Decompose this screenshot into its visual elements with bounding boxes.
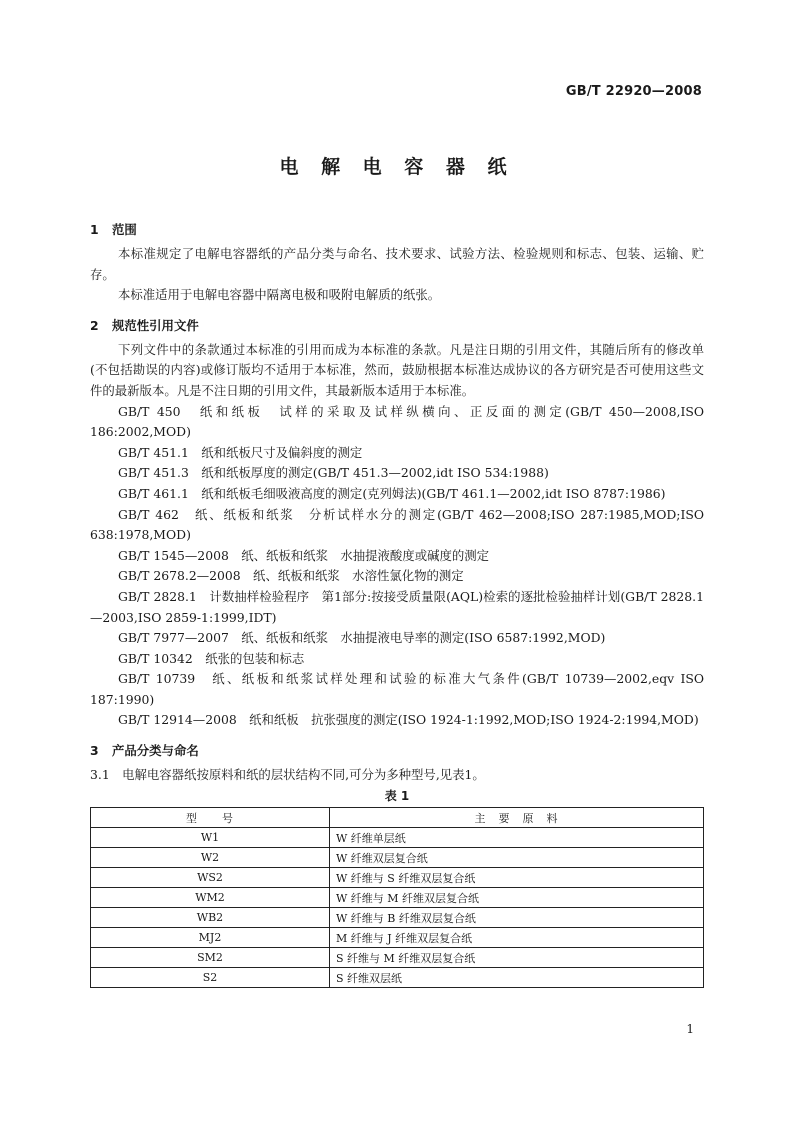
- material-cell: S 纤维双层纸: [330, 968, 704, 988]
- clause-3-1-number: 3.1: [90, 767, 110, 783]
- table-row: [91, 968, 704, 988]
- scope-paragraph-2: 本标准适用于电解电容器中隔离电极和吸附电解质的纸张。: [118, 287, 441, 303]
- section-1-number: 1: [90, 222, 99, 237]
- table-row: [91, 868, 704, 888]
- reference-item: GB/T 451.3 纸和纸板厚度的测定(GB/T 451.3—2002,idt ISO 534:1988): [118, 465, 549, 481]
- reference-item: GB/T 10342 纸张的包装和标志: [118, 650, 305, 666]
- table-row: [91, 888, 704, 908]
- material-cell: M 纤维与 J 纤维双层复合纸: [330, 928, 704, 948]
- column-header-material: 主 要 原 料: [330, 808, 704, 828]
- model-cell: WS2: [91, 868, 330, 888]
- reference-item: GB/T 451.1 纸和纸板尺寸及偏斜度的测定: [118, 444, 363, 460]
- reference-item: GB/T 461.1 纸和纸板毛细吸液高度的测定(克列姆法)(GB/T 461.1—2002,idt ISO 8787:1986): [118, 485, 666, 501]
- reference-item: GB/T 1545—2008 纸、纸板和纸浆 水抽提液酸度或碱度的测定: [118, 547, 490, 563]
- table-row: [91, 928, 704, 948]
- section-3-title: 产品分类与命名: [112, 743, 199, 759]
- material-cell: W 纤维与 M 纤维双层复合纸: [330, 888, 704, 908]
- model-cell: W1: [91, 828, 330, 848]
- section-2-title: 规范性引用文件: [112, 317, 199, 333]
- scope-paragraph-1: 本标准规定了电解电容器纸的产品分类与命名、技术要求、试验方法、检验规则和标志、包装、运输、贮存。: [90, 246, 704, 282]
- page-number: 1: [686, 1022, 694, 1036]
- material-cell: S 纤维与 M 纤维双层复合纸: [330, 948, 704, 968]
- section-2-number: 2: [90, 317, 99, 333]
- section-1-title: 范围: [112, 222, 137, 237]
- material-cell: W 纤维单层纸: [330, 828, 704, 848]
- references-intro: 下列文件中的条款通过本标准的引用而成为本标准的条款。凡是注日期的引用文件，其随后所有的修改单(不包括勘误的内容)或修订版均不适用于本标准，然而，鼓励根据本标准达成协议的各方研究是否可使用这些文件的最新版本。凡是不注日期的引用文件，其最新版本适用于本标准。: [90, 341, 704, 398]
- table-row: [91, 908, 704, 928]
- standard-number: GB/T 22920—2008: [565, 84, 702, 99]
- model-cell: W2: [91, 848, 330, 868]
- reference-item: GB/T 10739 纸、纸板和纸浆试样处理和试验的标准大气条件(GB/T 10739—2002,eqv ISO 187:1990): [90, 671, 704, 707]
- table-row: [91, 948, 704, 968]
- model-cell: MJ2: [91, 928, 330, 948]
- clause-3-1: [90, 765, 704, 785]
- table-row: [91, 828, 704, 848]
- section-3-number: 3: [90, 743, 99, 759]
- reference-item: GB/T 450 纸和纸板 试样的采取及试样纵横向、正反面的测定(GB/T 450—2008,ISO 186:2002,MOD): [90, 403, 704, 440]
- model-cell: WB2: [91, 908, 330, 928]
- reference-item: GB/T 2828.1 计数抽样检验程序 第1部分:按接受质量限(AQL)检索的逐批检验抽样计划(GB/T 2828.1—2003,ISO 2859-1:1999,IDT): [90, 588, 704, 625]
- section-2-heading: [90, 316, 704, 336]
- reference-item: GB/T 462 纸、纸板和纸浆 分析试样水分的测定(GB/T 462—2008;ISO 287:1985,MOD;ISO 638:1978,MOD): [90, 506, 704, 543]
- clause-3-1-text: 电解电容器纸按原料和纸的层状结构不同,可分为多种型号,见表1。: [122, 767, 485, 783]
- model-cell: WM2: [91, 888, 330, 908]
- table-1-caption: 表 1: [384, 789, 410, 804]
- material-cell: W 纤维与 B 纤维双层复合纸: [330, 908, 704, 928]
- section-1-heading: [90, 220, 704, 240]
- material-cell: W 纤维双层复合纸: [330, 848, 704, 868]
- document-title: 电 解 电 容 器 纸: [279, 156, 515, 178]
- reference-item: GB/T 2678.2—2008 纸、纸板和纸浆 水溶性氯化物的测定: [118, 568, 464, 584]
- model-cell: S2: [91, 968, 330, 988]
- section-3-heading: [90, 741, 704, 761]
- column-header-model: 型 号: [91, 808, 330, 828]
- document-body: [90, 220, 704, 988]
- table-row: [91, 848, 704, 868]
- table-header-row: [91, 808, 704, 828]
- reference-item: GB/T 12914—2008 纸和纸板 抗张强度的测定(ISO 1924-1:1992,MOD;ISO 1924-2:1994,MOD): [118, 712, 699, 728]
- model-cell: SM2: [91, 948, 330, 968]
- table-1: [90, 807, 704, 988]
- material-cell: W 纤维与 S 纤维双层复合纸: [330, 868, 704, 888]
- reference-item: GB/T 7977—2007 纸、纸板和纸浆 水抽提液电导率的测定(ISO 6587:1992,MOD): [118, 630, 606, 646]
